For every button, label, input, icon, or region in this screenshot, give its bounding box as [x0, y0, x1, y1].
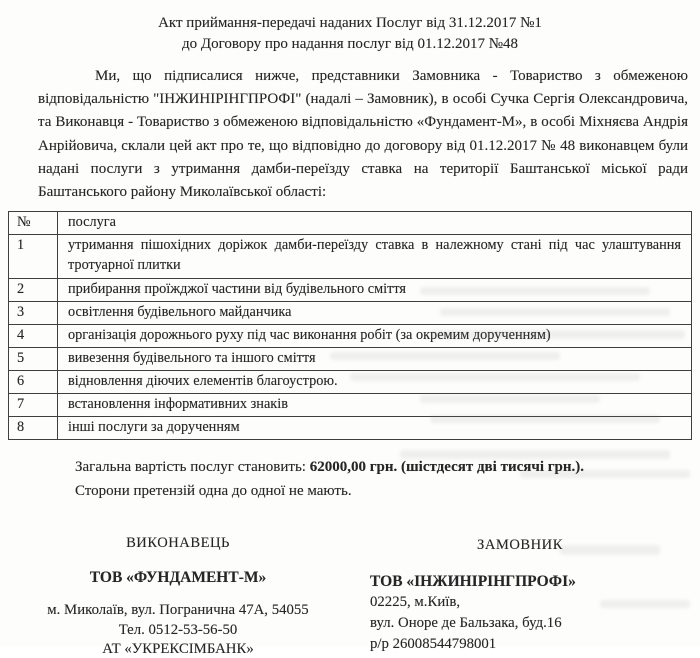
- table-row: [9, 371, 692, 394]
- executor-bank: АТ «УКРЕКСІМБАНК»: [102, 641, 254, 657]
- table-header-row: [9, 212, 692, 235]
- table-row: [9, 348, 692, 371]
- table-row: [9, 417, 692, 440]
- row-service: утримання пішохідних доріжок дамби-переїзду ставка в належному стані під час улаштування тротуарної плитки: [58, 235, 692, 279]
- row-service: освітлення будівельного майданчика: [58, 302, 692, 325]
- table-row: [9, 279, 692, 302]
- document-title: [0, 13, 700, 55]
- total-cost-value: 62000,00 грн. (шістдесят дві тисячі грн.).: [309, 459, 585, 475]
- customer-address-line2: вул. Оноре де Бальзака, буд.16: [370, 615, 562, 631]
- document-title-line2: до Договору про надання послуг від 01.12.2017 №48: [181, 36, 519, 52]
- total-cost-label: Загальна вартість послуг становить:: [75, 459, 310, 475]
- executor-company-name: ТОВ «ФУНДАМЕНТ-М»: [89, 569, 267, 586]
- table-header-service: послуга: [58, 212, 692, 235]
- row-service: відновлення діючих елементів благоустрою.: [58, 371, 692, 394]
- services-table: [8, 211, 692, 440]
- row-service: прибирання проїжджої частини від будівельного сміття: [58, 279, 692, 302]
- row-service: встановлення інформативних знаків: [58, 394, 692, 417]
- customer-company-name: ТОВ «ІНЖИНІРІНГПРОФІ»: [370, 573, 576, 590]
- row-number: 3: [9, 302, 58, 325]
- customer-role-heading: ЗАМОВНИК: [477, 537, 563, 553]
- customer-address-line1: 02225, м.Київ,: [370, 594, 461, 610]
- executor-phone: Тел. 0512-53-56-50: [118, 622, 238, 638]
- table-row: [9, 302, 692, 325]
- document-title-line1: Акт приймання-передачі наданих Послуг від 31.12.2017 №1: [158, 15, 542, 31]
- executor-role-heading: ВИКОНАВЕЦЬ: [126, 535, 230, 551]
- row-number: 4: [9, 325, 58, 348]
- summary-block: [75, 456, 584, 503]
- customer-bank-account: р/р 26008544798001: [370, 636, 497, 652]
- table-row: [9, 235, 692, 279]
- row-service: організація дорожнього руху під час виконання робіт (за окремим дорученням): [58, 325, 692, 348]
- table-header-number: №: [9, 212, 58, 235]
- row-number: 5: [9, 348, 58, 371]
- total-cost-line: [75, 456, 584, 480]
- intro-paragraph: Ми, що підписалися нижче, представники Замовника - Товариство з обмеженою відповідальністю "ІНЖИНІРІНГПРОФІ" (надалі – Замовник), в особі Сучка Сергія Олександровича, та Виконавця - Товариство з обмеженою відповідальністю «Фундамент-М», в особі Міхняєва Андрія Анрійовича, склали цей акт про те, що відповідно до договору від 01.12.2017 № 48 виконавцем були надані послуги з утримання дамби-переїзду ставка на території Баштанської міської ради Баштанського району Миколаївської області:: [38, 68, 688, 201]
- row-number: 1: [9, 235, 58, 279]
- row-service: інші послуги за дорученням: [58, 417, 692, 440]
- row-number: 8: [9, 417, 58, 440]
- row-number: 2: [9, 279, 58, 302]
- no-claims-line: Сторони претензій одна до одної не мають.: [75, 482, 352, 499]
- table-row: [9, 325, 692, 348]
- table-row: [9, 394, 692, 417]
- executor-address: м. Миколаїв, вул. Погранична 47А, 54055: [47, 602, 309, 618]
- row-number: 7: [9, 394, 58, 417]
- row-service: вивезення будівельного та іншого сміття: [58, 348, 692, 371]
- row-number: 6: [9, 371, 58, 394]
